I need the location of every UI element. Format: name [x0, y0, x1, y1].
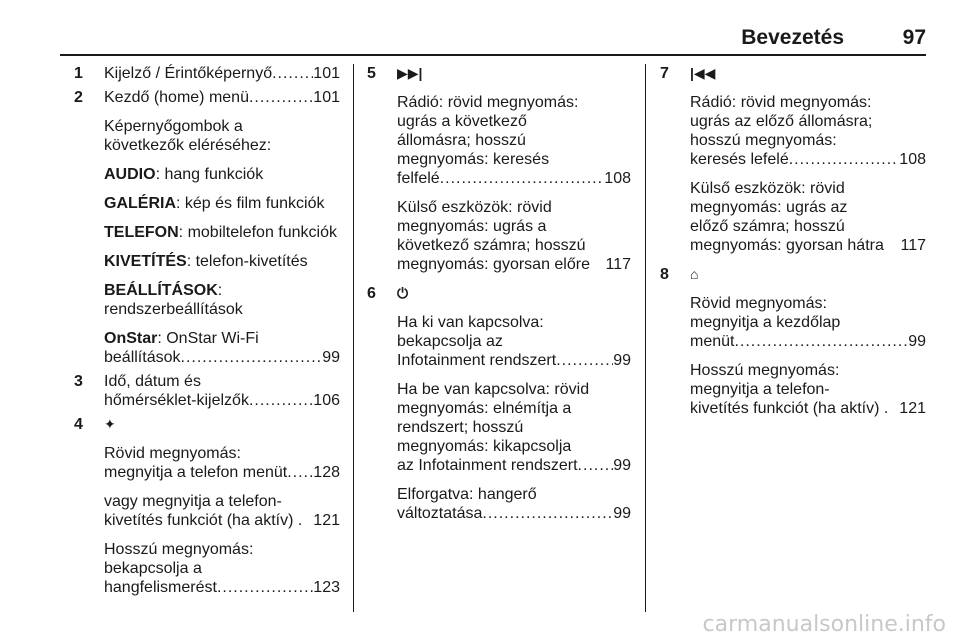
- text-line: Rádió: rövid megnyomás:: [397, 94, 579, 111]
- page-header: [60, 28, 926, 56]
- galeria-desc: : kép és film funkciók: [176, 195, 325, 212]
- page-number: 97: [902, 26, 926, 49]
- paragraph: [104, 117, 340, 155]
- text-line: megnyomás: elnémítja a: [397, 400, 572, 417]
- next-track-icon: ▶▶|: [397, 65, 423, 81]
- phone-icon: ✦: [104, 416, 116, 432]
- text-line: Rövid megnyomás:: [104, 445, 241, 462]
- text-line: következő számra; hosszú: [397, 237, 586, 254]
- entry-number: 8: [660, 266, 669, 283]
- text-line: Külső eszközök: rövid: [690, 180, 845, 197]
- paragraph: [397, 93, 631, 188]
- column-divider: [645, 64, 646, 612]
- paragraph: [690, 361, 926, 418]
- telefon-label: TELEFON: [104, 224, 179, 241]
- entry-text: felfelé: [397, 170, 440, 187]
- text-line: Ha ki van kapcsolva:: [397, 314, 544, 331]
- paragraph: [690, 294, 926, 351]
- entry-text: megnyomás: gyorsan hátra: [690, 237, 884, 254]
- column-2: [367, 64, 631, 523]
- leader-dots: [181, 348, 323, 367]
- page-ref: 108: [604, 170, 631, 187]
- text-line: megnyomás: kikapcsolja: [397, 438, 572, 455]
- text-line: Ha be van kapcsolva: rövid: [397, 381, 590, 398]
- page-ref: 99: [613, 457, 631, 474]
- text-line: Hosszú megnyomás:: [104, 541, 254, 558]
- entry-text: megnyitja a telefon menüt: [104, 464, 288, 481]
- entry-text: kivetítés funkciót (ha aktív) .: [690, 400, 889, 417]
- page-ref: 123: [313, 579, 340, 596]
- entry-text: hangfelismerést: [104, 579, 217, 596]
- text-line: ugrás a következő: [397, 113, 527, 130]
- entry-4: [74, 415, 340, 597]
- audio-desc: : hang funkciók: [155, 166, 264, 183]
- paragraph: [397, 485, 631, 523]
- beallitasok-label: BEÁLLÍTÁSOK: [104, 282, 218, 299]
- audio-item: [104, 165, 340, 184]
- page-ref: 99: [613, 352, 631, 369]
- text-line: Elforgatva: hangerő: [397, 486, 537, 503]
- text-line: rendszert; hosszú: [397, 419, 524, 436]
- onstar-desc: : OnStar Wi-Fi: [157, 330, 259, 347]
- leader-dots: [440, 169, 605, 188]
- leader-dots: [734, 332, 908, 351]
- text-line: Hosszú megnyomás:: [690, 362, 840, 379]
- page-ref: 121: [313, 512, 340, 529]
- galeria-label: GALÉRIA: [104, 195, 176, 212]
- text-line: bekapcsolja a: [104, 560, 202, 577]
- entry-number: 2: [74, 89, 83, 106]
- audio-label: AUDIO: [104, 166, 156, 183]
- entry-text: Kezdő (home) menü: [104, 89, 249, 106]
- entry-text: Infotainment rendszert: [397, 352, 557, 369]
- kivetites-label: KIVETÍTÉS: [104, 253, 187, 270]
- page-ref: 99: [908, 333, 926, 350]
- page-ref: 108: [899, 151, 926, 168]
- onstar-label: OnStar: [104, 330, 158, 347]
- page-ref: 117: [900, 237, 926, 254]
- telefon-desc: : mobiltelefon funkciók: [178, 224, 337, 241]
- paragraph: [104, 492, 340, 530]
- paragraph: [397, 380, 631, 475]
- page-ref: 128: [313, 464, 340, 481]
- entry-text: Kijelző / Érintőképernyő: [104, 65, 273, 82]
- text-line: bekapcsolja az: [397, 333, 503, 350]
- text-line: Rádió: rövid megnyomás:: [690, 94, 872, 111]
- text-line: hosszú megnyomás:: [690, 132, 837, 149]
- entry-number: 4: [74, 416, 83, 433]
- text-line: megnyitja a kezdőlap: [690, 314, 841, 331]
- text-line: állomásra; hosszú: [397, 132, 526, 149]
- page-ref: 99: [613, 505, 631, 522]
- entry-number: 3: [74, 373, 83, 390]
- entry-5: [367, 64, 631, 274]
- entry-text: beállítások: [104, 349, 181, 366]
- text-line: vagy megnyitja a telefon-: [104, 493, 282, 510]
- onstar-item: [104, 329, 340, 367]
- text-line: megnyomás: ugrás a: [397, 218, 547, 235]
- text-line: Külső eszközök: rövid: [397, 199, 552, 216]
- text-line: megnyitja a telefon-: [690, 381, 830, 398]
- entry-1: [74, 64, 340, 83]
- entry-text: megnyomás: gyorsan előre: [397, 256, 590, 273]
- kivetites-desc: : telefon-kivetítés: [186, 253, 308, 270]
- beallitasok-desc: rendszerbeállítások: [104, 301, 243, 318]
- leader-dots: [482, 504, 613, 523]
- paragraph: [104, 540, 340, 597]
- page-ref: 121: [899, 400, 926, 417]
- text-line: megnyomás: ugrás az: [690, 199, 848, 216]
- entry-7: [660, 64, 926, 255]
- entry-text: hőmérséklet-kijelzők: [104, 392, 249, 409]
- paragraph: [690, 179, 926, 255]
- section-title: Bevezetés: [741, 26, 844, 49]
- leader-dots: [272, 64, 313, 83]
- entry-number: 7: [660, 65, 669, 82]
- entry-8: [660, 265, 926, 418]
- paragraph: [690, 93, 926, 169]
- home-icon: ⌂: [690, 266, 699, 282]
- galeria-item: [104, 194, 340, 213]
- leader-dots: [578, 456, 614, 475]
- text-line: Képernyőgombok a: [104, 118, 243, 135]
- leader-dots: [556, 351, 613, 370]
- page-ref: 99: [322, 349, 340, 366]
- paragraph: [104, 444, 340, 482]
- telefon-item: [104, 223, 340, 242]
- leader-dots: [249, 391, 313, 410]
- entry-6: [367, 284, 631, 523]
- page-ref: 101: [313, 65, 340, 82]
- text-line: előző számra; hosszú: [690, 218, 845, 235]
- entry-text: az Infotainment rendszert: [397, 457, 578, 474]
- page-ref: 101: [313, 89, 340, 106]
- leader-dots: [789, 150, 900, 169]
- watermark: carmanualsonline.info: [702, 612, 946, 637]
- page-ref: 106: [313, 392, 340, 409]
- entry-text: menüt: [690, 333, 735, 350]
- beallitasok-colon: :: [217, 282, 223, 299]
- text-line: Idő, dátum és: [104, 373, 201, 390]
- beallitasok-item: [104, 281, 340, 319]
- entry-text: keresés lefelé: [690, 151, 789, 168]
- column-divider: [353, 64, 354, 612]
- entry-3: [74, 372, 340, 410]
- kivetites-item: [104, 252, 340, 271]
- leader-dots: [287, 463, 313, 482]
- text-line: következők eléréséhez:: [104, 137, 272, 154]
- leader-dots: [249, 88, 313, 107]
- text-line: ugrás az előző állomásra;: [690, 113, 873, 130]
- entry-number: 6: [367, 285, 376, 302]
- text-line: Rövid megnyomás:: [690, 295, 827, 312]
- entry-number: 1: [74, 65, 83, 82]
- power-icon: ⏻: [397, 285, 409, 301]
- paragraph: [397, 313, 631, 370]
- entry-number: 5: [367, 65, 376, 82]
- entry-text: változtatása: [397, 505, 483, 522]
- column-3: [660, 64, 926, 418]
- column-1: [74, 64, 340, 597]
- entry-text: kivetítés funkciót (ha aktív) .: [104, 512, 303, 529]
- leader-dots: [217, 578, 313, 597]
- text-line: megnyomás: keresés: [397, 151, 550, 168]
- paragraph: [397, 198, 631, 274]
- page-ref: 117: [605, 256, 631, 273]
- entry-2: [74, 88, 340, 367]
- previous-track-icon: |◀◀: [690, 65, 716, 81]
